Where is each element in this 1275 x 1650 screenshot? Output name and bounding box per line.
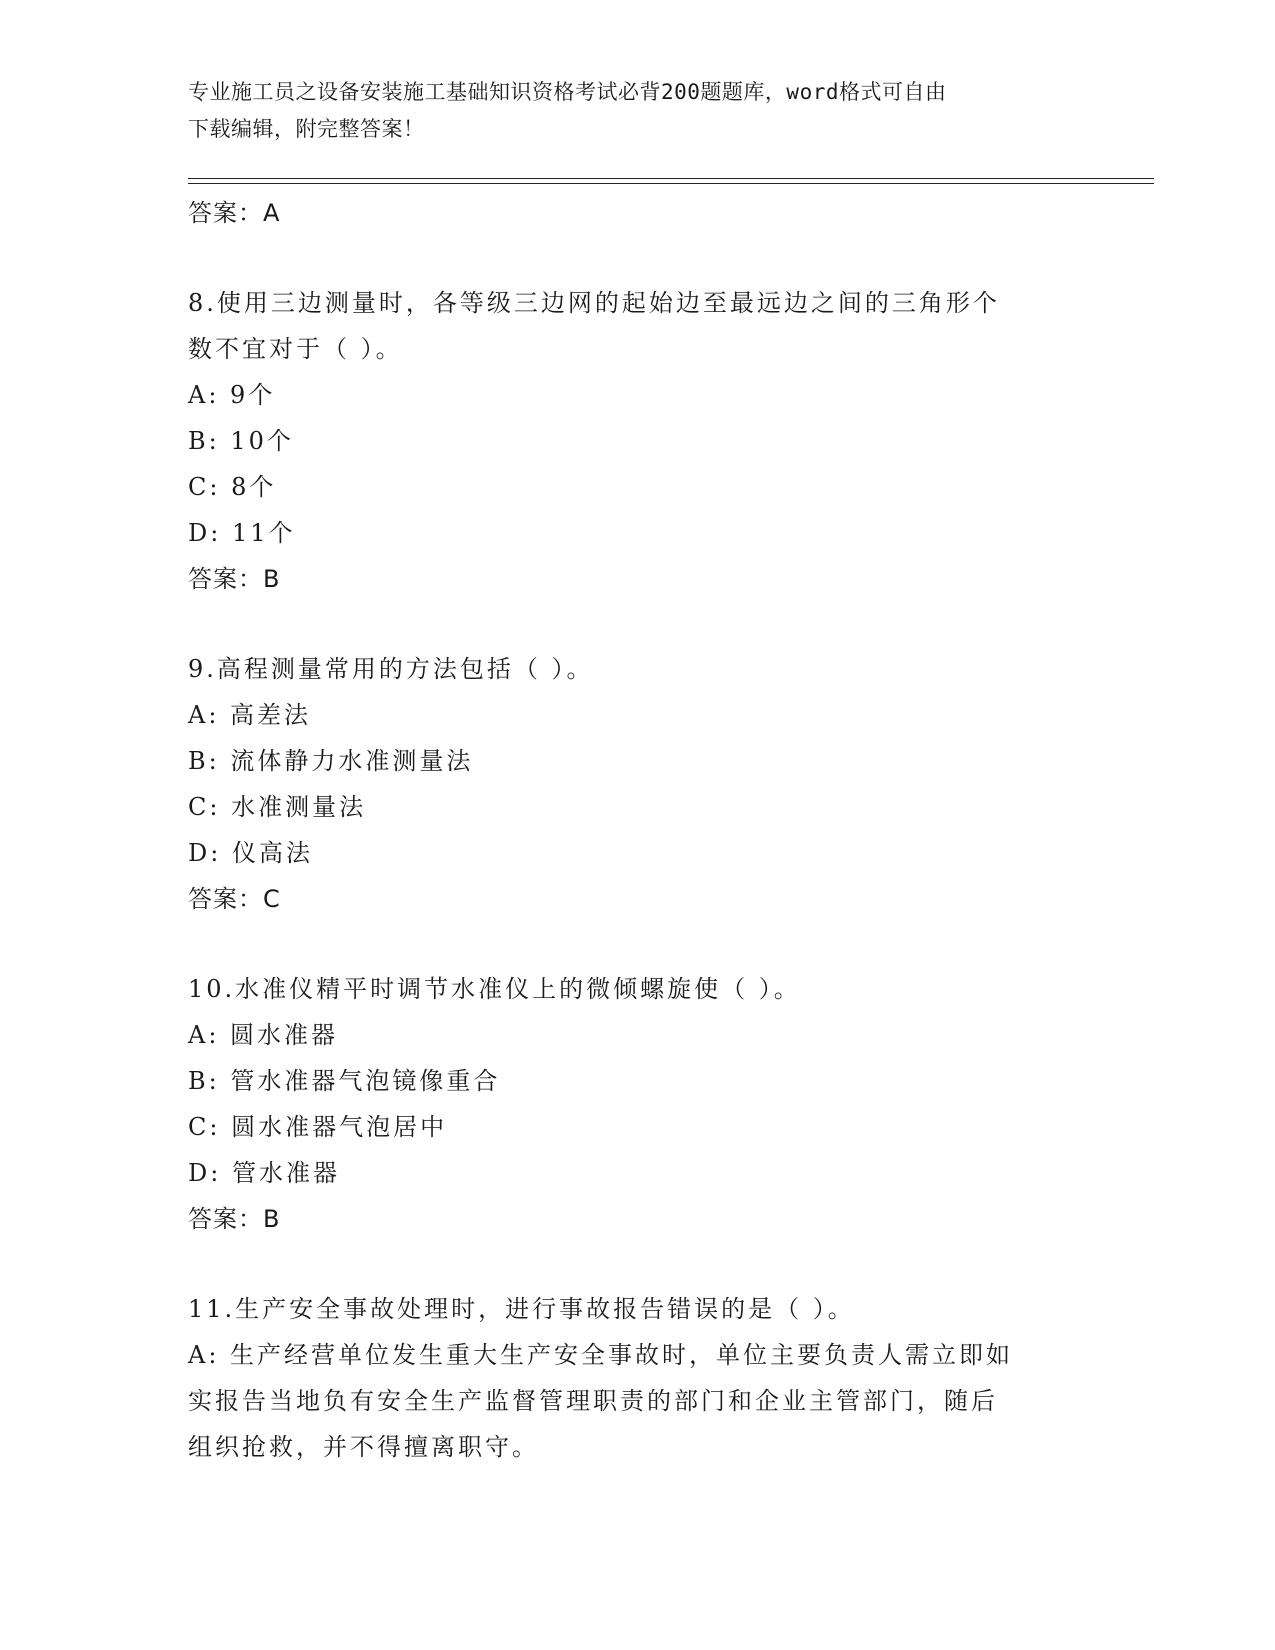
- question-block-8: [188, 280, 1088, 602]
- document-body: [188, 190, 1088, 1470]
- question-9-option-c: C: 水准测量法: [188, 793, 367, 821]
- header-line-1: 专业施工员之设备安装施工基础知识资格考试必背200题题库，word格式可自由: [188, 80, 947, 104]
- question-11-option-a-line-3: 组织抢救，并不得擅离职守。: [188, 1433, 539, 1461]
- question-11-text: 11.生产安全事故处理时，进行事故报告错误的是（ ）。: [188, 1295, 855, 1323]
- answer-9: 答案：C: [188, 885, 281, 913]
- document-header: [188, 74, 1068, 148]
- header-line-2: 下载编辑，附完整答案！: [188, 117, 425, 141]
- question-10-option-d: D: 管水准器: [188, 1159, 340, 1187]
- question-9-text: 9.高程测量常用的方法包括（ ）。: [188, 655, 594, 683]
- question-block-11: [188, 1286, 1088, 1470]
- question-9-option-a: A: 高差法: [188, 701, 312, 729]
- question-9-option-b: B: 流体静力水准测量法: [188, 747, 474, 775]
- question-block-10: [188, 966, 1088, 1242]
- question-10-option-c: C: 圆水准器气泡居中: [188, 1113, 448, 1141]
- question-8-line-1: 8.使用三边测量时，各等级三边网的起始边至最远边之间的三角形个: [188, 289, 1000, 317]
- question-10-option-a: A: 圆水准器: [188, 1021, 339, 1049]
- question-8-option-a: A: 9个: [188, 381, 276, 409]
- question-8-option-d: D: 11个: [188, 519, 296, 547]
- answer-8: 答案：B: [188, 565, 281, 593]
- question-block-9: [188, 646, 1088, 922]
- question-10-option-b: B: 管水准器气泡镜像重合: [188, 1067, 501, 1095]
- question-8-option-b: B: 10个: [188, 427, 294, 455]
- answer-10: 答案：B: [188, 1205, 281, 1233]
- question-10-text: 10.水准仪精平时调节水准仪上的微倾螺旋使（ ）。: [188, 975, 801, 1003]
- header-divider-bottom: [188, 183, 1154, 184]
- question-9-option-d: D: 仪高法: [188, 839, 313, 867]
- answer-7: 答案：A: [188, 199, 281, 227]
- question-11-option-a-line-1: A: 生产经营单位发生重大生产安全事故时，单位主要负责人需立即如: [188, 1341, 1014, 1369]
- question-8-line-2: 数不宜对于（ ）。: [188, 335, 403, 363]
- question-11-option-a-line-2: 实报告当地负有安全生产监督管理职责的部门和企业主管部门，随后: [188, 1387, 998, 1415]
- question-8-option-c: C: 8个: [188, 473, 277, 501]
- header-divider-top: [188, 178, 1154, 179]
- question-11-option-a: [188, 1332, 1088, 1470]
- question-8-text: [188, 280, 1088, 372]
